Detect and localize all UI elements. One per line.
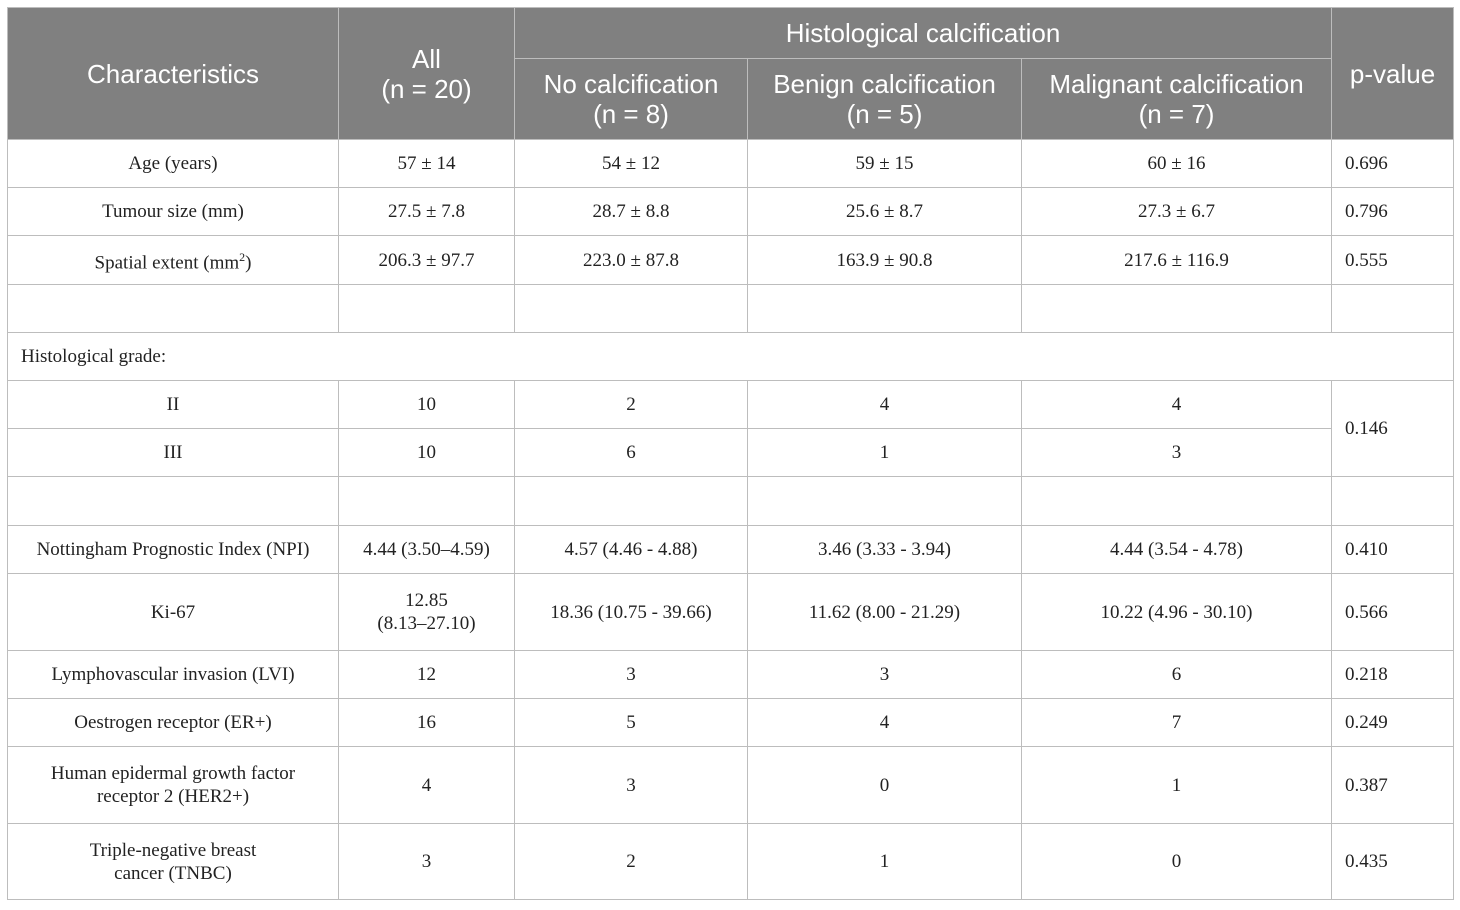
row-label-line2: cancer (TNBC) xyxy=(114,862,232,884)
empty-cell xyxy=(1022,285,1332,333)
cell-benign: 1 xyxy=(748,824,1022,900)
cell-malignant: 3 xyxy=(1022,429,1332,477)
cell-p-value: 0.387 xyxy=(1332,747,1454,824)
row-label-text: Spatial extent (mm xyxy=(94,252,240,274)
cell-benign: 1 xyxy=(748,429,1022,477)
cell-p-value: 0.555 xyxy=(1332,236,1454,285)
row-lvi xyxy=(8,651,1454,699)
empty-cell xyxy=(748,285,1022,333)
row-tumour-size xyxy=(8,188,1454,236)
row-label-line1: Triple-negative breast xyxy=(89,839,257,861)
row-tnbc xyxy=(8,824,1454,900)
cell-malignant: 60 ± 16 xyxy=(1022,140,1332,188)
header-all xyxy=(339,8,515,140)
cell-benign: 3.46 (3.33 - 3.94) xyxy=(748,526,1022,574)
header-all-line2: (n = 20) xyxy=(381,73,472,104)
row-label: III xyxy=(8,429,339,477)
row-label-superscript: 2 xyxy=(239,249,246,264)
row-er xyxy=(8,699,1454,747)
empty-cell xyxy=(339,477,515,526)
cell-no-calcification: 54 ± 12 xyxy=(515,140,748,188)
row-label: Tumour size (mm) xyxy=(8,188,339,236)
cell-all-line2: (8.13–27.10) xyxy=(377,613,476,634)
row-label: Lymphovascular invasion (LVI) xyxy=(8,651,339,699)
row-label xyxy=(8,236,339,285)
header-p-value: p-value xyxy=(1332,8,1454,140)
row-ki67 xyxy=(8,574,1454,651)
header-characteristics: Characteristics xyxy=(8,8,339,140)
empty-cell xyxy=(1332,477,1454,526)
cell-p-value: 0.796 xyxy=(1332,188,1454,236)
section-label: Histological grade: xyxy=(8,333,1454,381)
cell-malignant: 4.44 (3.54 - 4.78) xyxy=(1022,526,1332,574)
cell-benign: 3 xyxy=(748,651,1022,699)
cell-malignant: 1 xyxy=(1022,747,1332,824)
row-label-line1: Human epidermal growth factor xyxy=(50,763,296,784)
header-benign-calcification xyxy=(748,59,1022,140)
header-no-calcification-line1: No calcification xyxy=(543,69,719,99)
row-label: Age (years) xyxy=(8,140,339,188)
row-label xyxy=(8,824,339,900)
cell-all-line1: 12.85 xyxy=(405,590,448,611)
row-grade-iii xyxy=(8,429,1454,477)
cell-malignant: 7 xyxy=(1022,699,1332,747)
cell-all: 3 xyxy=(339,824,515,900)
cell-p-value: 0.435 xyxy=(1332,824,1454,900)
empty-cell xyxy=(8,285,339,333)
cell-all: 10 xyxy=(339,381,515,429)
row-label: Ki-67 xyxy=(8,574,339,651)
characteristics-table xyxy=(7,7,1454,900)
cell-all: 10 xyxy=(339,429,515,477)
empty-cell xyxy=(1332,285,1454,333)
cell-all: 4.44 (3.50–4.59) xyxy=(339,526,515,574)
row-label-line2: receptor 2 (HER2+) xyxy=(96,786,250,807)
row-empty xyxy=(8,477,1454,526)
cell-p-value: 0.696 xyxy=(1332,140,1454,188)
header-all-line1: All xyxy=(412,43,441,74)
row-label: II xyxy=(8,381,339,429)
header-no-calcification xyxy=(515,59,748,140)
cell-p-value: 0.218 xyxy=(1332,651,1454,699)
cell-all: 16 xyxy=(339,699,515,747)
empty-cell xyxy=(339,285,515,333)
header-no-calcification-line2: (n = 8) xyxy=(593,99,669,129)
cell-malignant: 217.6 ± 116.9 xyxy=(1022,236,1332,285)
cell-malignant: 10.22 (4.96 - 30.10) xyxy=(1022,574,1332,651)
cell-all xyxy=(339,574,515,651)
cell-malignant: 0 xyxy=(1022,824,1332,900)
row-npi xyxy=(8,526,1454,574)
row-her2 xyxy=(8,747,1454,824)
cell-no-calcification: 5 xyxy=(515,699,748,747)
cell-no-calcification: 3 xyxy=(515,747,748,824)
header-malignant-calcification xyxy=(1022,59,1332,140)
row-grade-ii xyxy=(8,381,1454,429)
cell-no-calcification: 223.0 ± 87.8 xyxy=(515,236,748,285)
cell-p-value: 0.249 xyxy=(1332,699,1454,747)
row-label: Oestrogen receptor (ER+) xyxy=(8,699,339,747)
cell-benign: 25.6 ± 8.7 xyxy=(748,188,1022,236)
header-malignant-calcification-line1: Malignant calcification xyxy=(1049,69,1304,99)
header-row-1 xyxy=(8,8,1454,59)
cell-all: 57 ± 14 xyxy=(339,140,515,188)
row-label-close: ) xyxy=(245,252,252,274)
row-label xyxy=(8,747,339,824)
cell-malignant: 4 xyxy=(1022,381,1332,429)
cell-p-value: 0.566 xyxy=(1332,574,1454,651)
row-age xyxy=(8,140,1454,188)
cell-all: 27.5 ± 7.8 xyxy=(339,188,515,236)
empty-cell xyxy=(748,477,1022,526)
row-histological-grade-header xyxy=(8,333,1454,381)
header-malignant-calcification-line2: (n = 7) xyxy=(1138,99,1215,129)
cell-benign: 0 xyxy=(748,747,1022,824)
cell-no-calcification: 6 xyxy=(515,429,748,477)
row-label: Nottingham Prognostic Index (NPI) xyxy=(8,526,339,574)
cell-benign: 59 ± 15 xyxy=(748,140,1022,188)
empty-cell xyxy=(515,285,748,333)
cell-no-calcification: 2 xyxy=(515,381,748,429)
cell-malignant: 27.3 ± 6.7 xyxy=(1022,188,1332,236)
cell-benign: 4 xyxy=(748,381,1022,429)
cell-all: 206.3 ± 97.7 xyxy=(339,236,515,285)
cell-p-value: 0.410 xyxy=(1332,526,1454,574)
cell-p-value-grade: 0.146 xyxy=(1332,381,1454,477)
cell-all: 4 xyxy=(339,747,515,824)
cell-no-calcification: 28.7 ± 8.8 xyxy=(515,188,748,236)
cell-malignant: 6 xyxy=(1022,651,1332,699)
cell-benign: 4 xyxy=(748,699,1022,747)
row-empty xyxy=(8,285,1454,333)
header-benign-calcification-line2: (n = 5) xyxy=(846,99,923,129)
empty-cell xyxy=(515,477,748,526)
cell-all: 12 xyxy=(339,651,515,699)
header-histological-calcification: Histological calcification xyxy=(515,8,1332,59)
cell-benign: 163.9 ± 90.8 xyxy=(748,236,1022,285)
cell-benign: 11.62 (8.00 - 21.29) xyxy=(748,574,1022,651)
cell-no-calcification: 4.57 (4.46 - 4.88) xyxy=(515,526,748,574)
row-spatial-extent xyxy=(8,236,1454,285)
cell-no-calcification: 3 xyxy=(515,651,748,699)
header-benign-calcification-line1: Benign calcification xyxy=(773,69,996,99)
empty-cell xyxy=(8,477,339,526)
empty-cell xyxy=(1022,477,1332,526)
cell-no-calcification: 18.36 (10.75 - 39.66) xyxy=(515,574,748,651)
cell-no-calcification: 2 xyxy=(515,824,748,900)
